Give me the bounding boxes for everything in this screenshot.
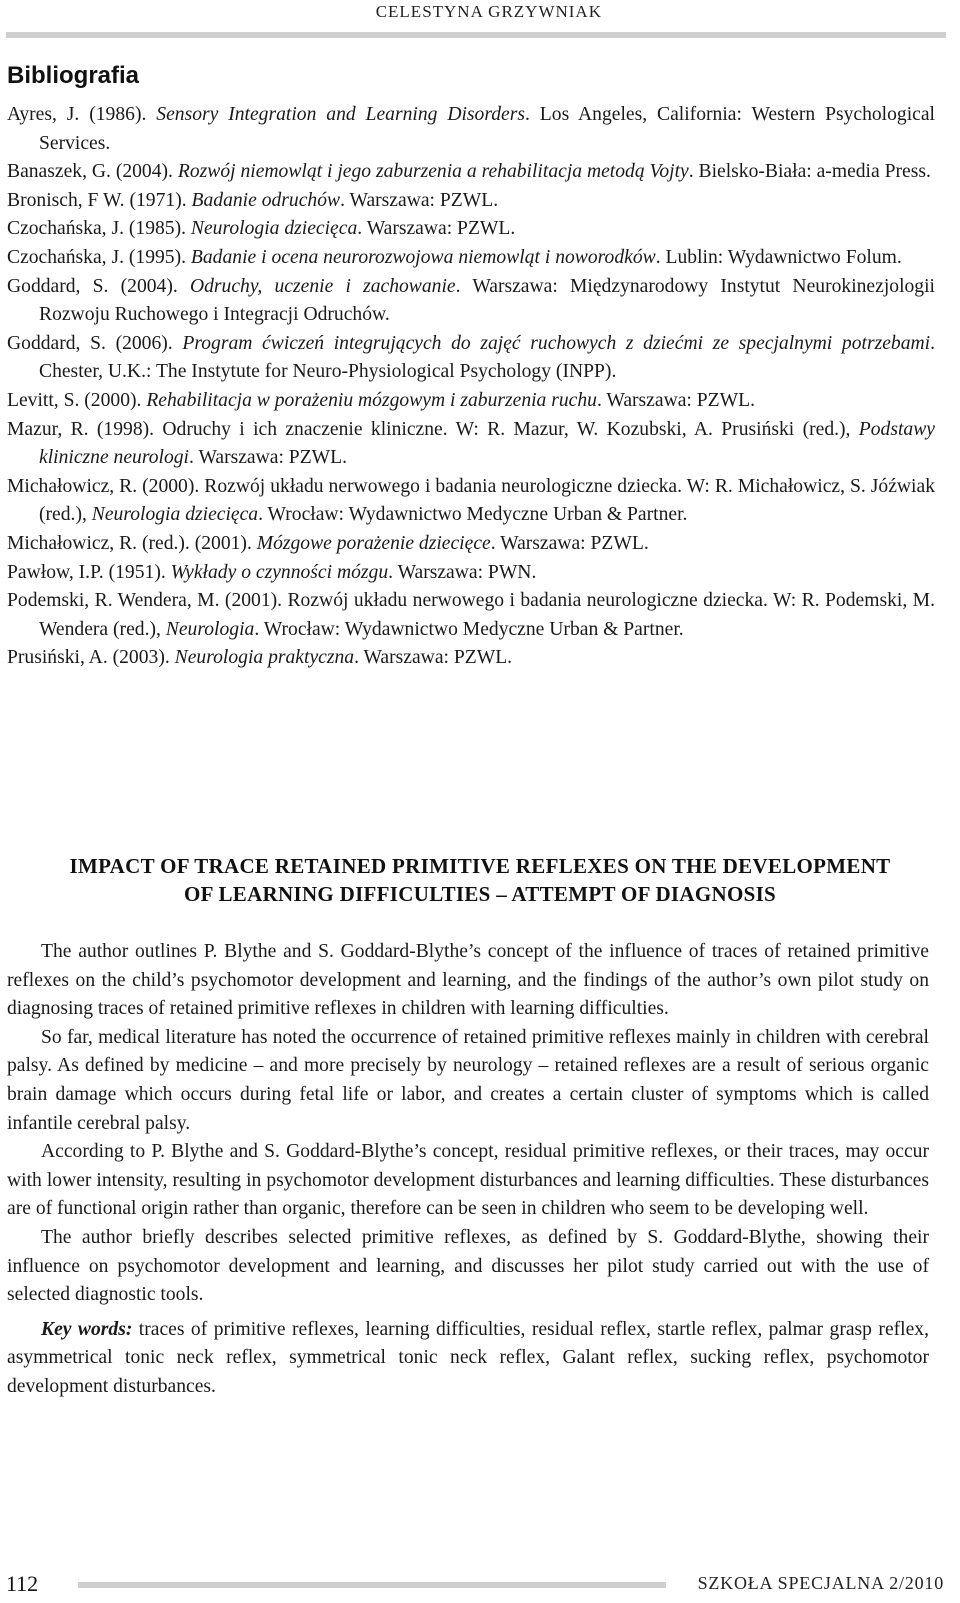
journal-name: SZKOŁA SPECJALNA 2/2010 <box>697 1573 944 1593</box>
keywords-text: traces of primitive reflexes, learning difficulties, residual reflex, startle reflex, palmar grasp reflex, asymmetrical tonic neck reflex, symmetrical tonic neck reflex, Galant reflex, sucking reflex, psychomotor development disturbances. <box>7 1318 929 1397</box>
page-number: 112 <box>6 1571 39 1596</box>
abstract-paragraph: The author outlines P. Blythe and S. Goddard-Blythe’s concept of the influence of traces of retained primitive reflexes on the child’s psychomotor development and learning, and the findings of the author’s own pilot study on diagnosing traces of retained primitive reflexes in children with learning difficulties. <box>7 941 929 1020</box>
bibliography-entry: Ayres, J. (1986). Sensory Integration and Learning Disorders. Los Angeles, California: Western Psychological Services. <box>7 104 935 154</box>
bibliography-entry: Michałowicz, R. (2000). Rozwój układu nerwowego i badania neurologiczne dziecka. W: R. Michałowicz, S. Jóźwiak (red.), Neurologia dziecięca. Wrocław: Wydawnictwo Medyczne Urban & Partner. <box>7 475 935 526</box>
page-footer <box>0 1563 960 1603</box>
bibliography-entry: Mazur, R. (1998). Odruchy i ich znaczenie kliniczne. W: R. Mazur, W. Kozubski, A. Prusiński (red.), Podstawy kliniczne neurologi. Warszawa: PZWL. <box>7 418 935 469</box>
running-header <box>0 0 960 28</box>
bibliography-entry: Czochańska, J. (1985). Neurologia dziecięca. Warszawa: PZWL. <box>7 218 516 240</box>
header-divider <box>6 32 946 38</box>
bibliography-entry: Goddard, S. (2004). Odruchy, uczenie i zachowanie. Warszawa: Międzynarodowy Instytut Neurokinezjologii Rozwoju Ruchowego i Integracji Odruchów. <box>7 275 935 326</box>
abstract-paragraph: The author briefly describes selected primitive reflexes, as defined by S. Goddard-Blythe, showing their influence on psychomotor development and learning, and discusses her pilot study carried out with the use of selected diagnostic tools. <box>7 1226 929 1306</box>
bibliography-entry: Michałowicz, R. (red.). (2001). Mózgowe porażenie dziecięce. Warszawa: PZWL. <box>7 532 649 554</box>
bibliography-entry: Pawłow, I.P. (1951). Wykłady o czynności mózgu. Warszawa: PWN. <box>7 561 537 583</box>
footer-divider <box>78 1582 666 1588</box>
abstract-body <box>7 938 929 1402</box>
abstract-paragraph: So far, medical literature has noted the occurrence of retained primitive reflexes mainly in children with cerebral palsy. As defined by medicine – and more precisely by neurology – retained reflexes are a result of serious organic brain damage which occurs during fetal life or labor, and creates a certain cluster of symptoms which is called infantile cerebral palsy. <box>7 1026 929 1134</box>
bibliography-entry: Podemski, R. Wendera, M. (2001). Rozwój układu nerwowego i badania neurologiczne dziecka. W: R. Podemski, M. Wendera (red.), Neurologia. Wrocław: Wydawnictwo Medyczne Urban & Partner. <box>7 590 935 640</box>
bibliography-entry: Prusiński, A. (2003). Neurologia praktyczna. Warszawa: PZWL. <box>7 647 513 669</box>
bibliography-entry: Bronisch, F W. (1971). Badanie odruchów. Warszawa: PZWL. <box>7 189 499 211</box>
bibliography-entry: Levitt, S. (2000). Rehabilitacja w porażeniu mózgowym i zaburzenia ruchu. Warszawa: PZWL. <box>7 389 755 411</box>
keywords <box>7 1316 929 1402</box>
abstract-title <box>0 852 960 908</box>
bibliography-heading: Bibliografia <box>7 62 140 89</box>
bibliography-entry: Czochańska, J. (1995). Badanie i ocena neurorozwojowa niemowląt i noworodków. Lublin: Wydawnictwo Folum. <box>7 246 902 268</box>
keywords-label: Key words: <box>41 1318 133 1340</box>
running-header-author: CELESTYNA GRZYWNIAK <box>375 2 602 21</box>
abstract-title-line: OF LEARNING DIFFICULTIES – ATTEMPT OF DIAGNOSIS <box>183 882 777 906</box>
bibliography-entry: Goddard, S. (2006). Program ćwiczeń integrujących do zajęć ruchowych z dziećmi ze specjalnymi potrzebami. Chester, U.K.: The Instytute for Neuro-Physiological Psychology (INPP). <box>7 332 935 383</box>
bibliography-entry: Banaszek, G. (2004). Rozwój niemowląt i jego zaburzenia a rehabilitacja metodą Vojty. Bielsko-Biała: a-media Press. <box>7 161 931 183</box>
bibliography-list <box>7 101 935 673</box>
abstract-paragraph: According to P. Blythe and S. Goddard-Blythe’s concept, residual primitive reflexes, or their traces, may occur with lower intensity, resulting in psychomotor development disturbances and learning difficulties. These disturbances are of functional origin rather than organic, therefore can be seen in children who seem to be developing well. <box>7 1141 929 1220</box>
abstract-title-line: IMPACT OF TRACE RETAINED PRIMITIVE REFLEXES ON THE DEVELOPMENT <box>69 854 891 878</box>
